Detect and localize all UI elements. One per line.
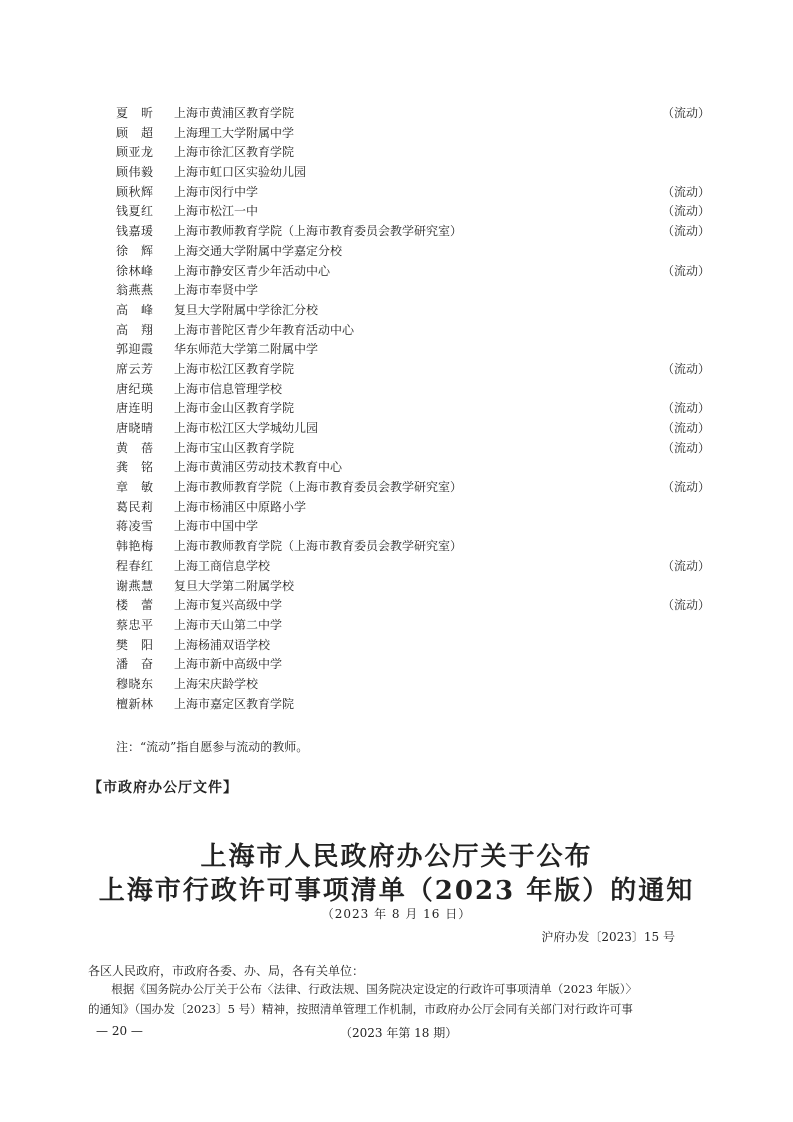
teacher-school: 上海市新中高级中学 [174,657,283,672]
teacher-name: 程春红 [116,558,154,573]
teacher-name: 蒋凌雪 [116,519,154,534]
roster-row [116,281,716,301]
roster-row [116,104,716,124]
teacher-name: 章 敏 [116,480,154,495]
document-number: 沪府办发〔2023〕15 号 [541,930,675,944]
roster-row [116,242,716,262]
flow-tag: （流动） [662,401,711,416]
roster-row [116,616,716,636]
roster-row [116,596,716,616]
teacher-roster [116,104,716,714]
teacher-name: 唐连明 [116,401,154,416]
teacher-school: 上海市宝山区教育学院 [174,440,295,455]
teacher-school: 上海市黄浦区劳动技术教育中心 [174,460,343,475]
teacher-name: 钱嘉瑗 [116,224,154,239]
roster-row [116,301,716,321]
roster-row [116,419,716,439]
teacher-name: 唐晓晴 [116,421,154,435]
teacher-name: 楼 蕾 [116,598,154,613]
teacher-school: 上海市普陀区青少年教育活动中心 [174,322,355,337]
teacher-name: 葛民莉 [116,499,154,514]
flow-tag: （流动） [662,263,711,278]
teacher-school: 上海市教师教育学院（上海市教育委员会教学研究室） [174,480,463,495]
teacher-school: 上海市中国中学 [174,519,259,534]
document-date: （2023 年 8 月 16 日） [321,907,472,921]
teacher-school: 上海市天山第二中学 [174,617,283,632]
teacher-school: 上海市奉贤中学 [174,283,259,298]
flow-note: 注：“流动”指自愿参与流动的教师。 [116,740,309,754]
roster-row [116,222,716,242]
teacher-school: 上海市金山区教育学院 [174,401,295,416]
roster-row [116,695,716,715]
teacher-school: 上海市杨浦区中原路小学 [174,499,307,514]
section-header: 【市政府办公厅文件】 [88,780,238,796]
roster-row [116,517,716,537]
teacher-school: 复旦大学第二附属学校 [174,578,295,593]
roster-row [116,577,716,597]
flow-tag: （流动） [662,440,711,455]
teacher-name: 高 峰 [116,302,154,317]
document-title-line-1: 上海市人民政府办公厅关于公布 [200,842,593,872]
teacher-name: 郭迎霞 [116,342,154,357]
roster-row [116,399,716,419]
teacher-name: 顾秋辉 [116,184,154,199]
flow-tag: （流动） [662,224,711,239]
flow-tag: （流动） [662,480,711,495]
roster-row [116,478,716,498]
teacher-school: 上海市静安区青少年活动中心 [174,263,331,278]
teacher-name: 夏 昕 [116,106,154,120]
roster-row [116,636,716,656]
roster-row [116,340,716,360]
roster-row [116,439,716,459]
teacher-school: 上海市松江一中 [174,204,259,219]
teacher-school: 上海交通大学附属中学嘉定分校 [174,243,343,258]
roster-row [116,537,716,557]
roster-row [116,143,716,163]
teacher-name: 顾亚龙 [116,145,154,160]
flow-tag: （流动） [662,361,711,376]
teacher-name: 谢燕慧 [116,578,154,593]
roster-row [116,163,716,183]
teacher-name: 徐 辉 [116,243,154,258]
teacher-name: 韩艳梅 [116,539,154,554]
page-number: — 20 — [96,1024,143,1038]
roster-row [116,655,716,675]
roster-row [116,557,716,577]
roster-row [116,380,716,400]
roster-row [116,360,716,380]
teacher-name: 钱夏红 [116,204,154,219]
teacher-name: 翁燕燕 [116,283,154,298]
teacher-school: 上海市教师教育学院（上海市教育委员会教学研究室） [174,224,463,239]
teacher-school: 上海市黄浦区教育学院 [174,106,295,120]
roster-row [116,321,716,341]
teacher-school: 上海杨浦双语学校 [174,637,271,652]
teacher-name: 樊 阳 [116,637,154,652]
document-title-line-2: 上海市行政许可事项清单（2023 年版）的通知 [98,876,695,906]
salutation: 各区人民政府，市政府各委、办、局，各有关单位： [88,964,365,978]
teacher-name: 龚 铭 [116,460,154,475]
teacher-name: 顾伟毅 [116,165,154,180]
teacher-name: 高 翔 [116,322,154,337]
teacher-school: 上海市虹口区实验幼儿园 [174,165,307,180]
body-paragraph-line-2: 的通知》（国办发〔2023〕5 号）精神，按照清单管理工作机制，市政府办公厅会同有关部门对行政许可事 [88,1002,633,1016]
roster-row [116,498,716,518]
teacher-name: 檀新林 [116,696,154,711]
teacher-school: 华东师范大学第二附属中学 [174,342,319,357]
teacher-name: 蔡忠平 [116,617,154,632]
flow-tag: （流动） [662,184,711,199]
flow-tag: （流动） [662,421,711,435]
roster-row [116,183,716,203]
teacher-school: 上海市徐汇区教育学院 [174,145,295,160]
teacher-school: 上海市闵行中学 [174,184,259,199]
flow-tag: （流动） [662,558,711,573]
teacher-school: 上海理工大学附属中学 [174,125,295,140]
flow-tag: （流动） [662,204,711,219]
teacher-school: 上海宋庆龄学校 [174,676,259,691]
roster-row [116,458,716,478]
teacher-school: 上海工商信息学校 [174,558,271,573]
teacher-name: 席云芳 [116,361,154,376]
teacher-name: 黄 蓓 [116,440,154,455]
body-paragraph-line-1: 根据《国务院办公厅关于公布〈法律、行政法规、国务院决定设定的行政许可事项清单（2023 年版）〉 [111,982,638,996]
issue-label: （2023 年第 18 期） [340,1026,458,1040]
teacher-name: 顾 超 [116,125,154,140]
teacher-school: 上海市复兴高级中学 [174,598,283,613]
flow-tag: （流动） [662,598,711,613]
roster-row [116,202,716,222]
teacher-name: 唐纪瑛 [116,381,154,396]
teacher-name: 徐林峰 [116,263,154,278]
teacher-school: 上海市信息管理学校 [174,381,283,396]
teacher-school: 上海市松江区大学城幼儿园 [174,421,319,435]
teacher-school: 上海市教师教育学院（上海市教育委员会教学研究室） [174,539,463,554]
flow-tag: （流动） [662,106,711,120]
teacher-school: 复旦大学附属中学徐汇分校 [174,302,319,317]
teacher-school: 上海市嘉定区教育学院 [174,696,295,711]
roster-row [116,262,716,282]
roster-row [116,675,716,695]
teacher-name: 潘 奋 [116,657,154,672]
teacher-school: 上海市松江区教育学院 [174,361,295,376]
roster-row [116,124,716,144]
teacher-name: 穆晓东 [116,676,154,691]
